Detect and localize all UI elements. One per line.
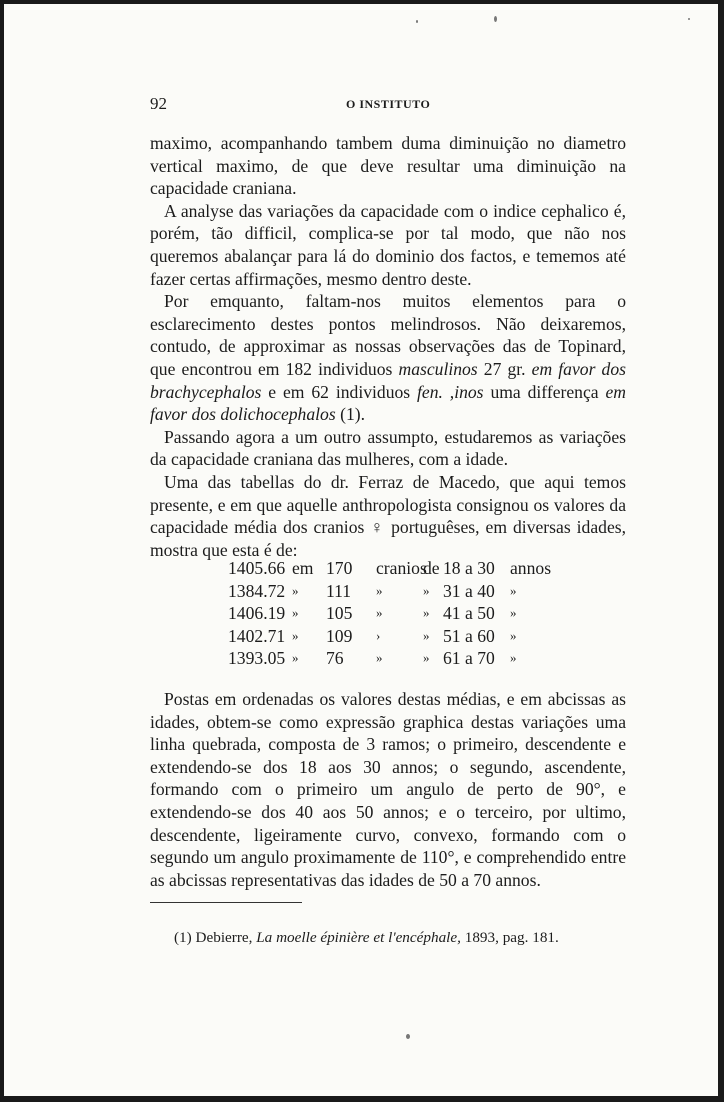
italic-text: fen. ,inos <box>417 381 484 402</box>
text-run: Por emquanto, faltam-nos muitos elementos para o esclarecimento destes pontos melindrosos. Não deixaremos, contudo, de approximar as nossas observações das de Topinard, que encontrou em 182 individuos <box>150 291 626 379</box>
table-cell: » <box>292 582 299 598</box>
footnote-rest: 1893, pag. 181. <box>464 929 559 946</box>
table-cell: › <box>376 627 381 643</box>
table-cell: » <box>510 605 517 621</box>
book-page <box>4 4 718 1096</box>
table-cell: de <box>423 558 440 578</box>
text-run: (1). <box>340 404 366 425</box>
table-cell: » <box>423 627 430 643</box>
footnote <box>174 928 634 948</box>
table-cell: » <box>510 582 517 598</box>
table-cell: 76 <box>326 648 344 669</box>
table-cell: » <box>376 605 383 621</box>
paragraph: maximo, acompanhando tambem duma diminuição no diametro vertical maximo, de que deve resultar uma diminuição na capacidade craniana. <box>150 133 626 199</box>
paragraph: Postas em ordenadas os valores destas médias, e em abcissas as idades, obtem-se como expressão graphica destas variações uma linha quebrada, composta de 3 ramos; o primeiro, descendente e extendendo-se dos 18 aos 30 annos; o segundo, ascendente, formando com o primeiro um angulo de perto de 90°, e extendendo-se dos 40 aos 50 annos; e o terceiro, por ultimo, descendente, ligeiramente curvo, convexo, formando com o segundo um angulo proximamente de 110°, e comprehendido entre as abcissas representativas das idades de 50 a 70 annos. <box>150 689 626 890</box>
table-cell: cranios <box>376 558 427 578</box>
print-speck <box>416 20 418 23</box>
table-cell: » <box>423 650 430 666</box>
table-cell: 18 a 30 <box>443 558 495 578</box>
page-number: 92 <box>150 94 167 113</box>
table-cell: 170 <box>326 558 353 578</box>
print-speck <box>406 1034 410 1039</box>
footnote-divider <box>150 902 302 903</box>
footnote-title: La moelle épinière et l'encéphale, <box>256 929 461 946</box>
table-cell: annos <box>510 558 552 578</box>
table-cell: 109 <box>326 625 353 646</box>
table-cell: » <box>292 627 299 643</box>
table-cell: 1406.19 <box>228 603 286 624</box>
table-cell: 105 <box>326 603 353 624</box>
italic-text: masculinos <box>398 358 478 379</box>
table-cell: 1384.72 <box>228 580 286 601</box>
page-header <box>150 94 630 118</box>
print-speck <box>688 18 690 20</box>
table-cell: » <box>423 582 430 598</box>
table-cell: » <box>292 605 299 621</box>
table-cell: em <box>292 558 314 578</box>
table-cell: » <box>376 650 383 666</box>
footnote-marker: (1) <box>174 929 192 946</box>
print-speck <box>494 16 497 22</box>
italic-text: em favor dos brachycephalos <box>150 358 626 402</box>
paragraph: Uma das tabellas do dr. Ferraz de Macedo, que aqui temos presente, e em que aquelle anthropologista consignou os valores da capacidade média dos cranios ♀ portuguêses, em diversas idades, mostra que esta é de: <box>150 471 626 560</box>
table-cell: 51 a 60 <box>443 625 495 646</box>
text-run: 27 gr. <box>483 358 526 379</box>
table-cell: » <box>376 582 383 598</box>
table-cell: » <box>510 627 517 643</box>
table-cell: 1405.66 <box>228 558 286 578</box>
body-text-continued <box>150 688 626 891</box>
paragraph: A analyse das variações da capacidade com o indice cephalico é, porém, tão difficil, complica-se por tal modo, que não nos queremos abalançar para lá do dominio dos factos, e tememos até fazer certas affirmações, mesmo dentro deste. <box>150 200 626 289</box>
paragraph <box>150 290 626 426</box>
paragraph: Passando agora a um outro assumpto, estudaremos as variações da capacidade craniana das mulheres, com a idade. <box>150 426 626 470</box>
italic-text: em favor dos dolichocephalos <box>150 381 626 425</box>
table-cell: » <box>292 650 299 666</box>
text-run: uma differença <box>490 381 599 402</box>
table-cell: » <box>423 605 430 621</box>
table-cell: » <box>510 650 517 666</box>
table-cell: 41 a 50 <box>443 603 495 624</box>
table-cell: 1402.71 <box>228 625 286 646</box>
text-run: e em 62 individuos <box>268 381 411 402</box>
running-head: O INSTITUTO <box>346 97 431 111</box>
table-cell: 31 a 40 <box>443 580 495 601</box>
table-cell: 1393.05 <box>228 648 286 669</box>
table-cell: 61 a 70 <box>443 648 495 669</box>
table-cell: 111 <box>326 580 352 601</box>
body-text <box>150 132 626 561</box>
footnote-author: Debierre, <box>195 929 253 946</box>
